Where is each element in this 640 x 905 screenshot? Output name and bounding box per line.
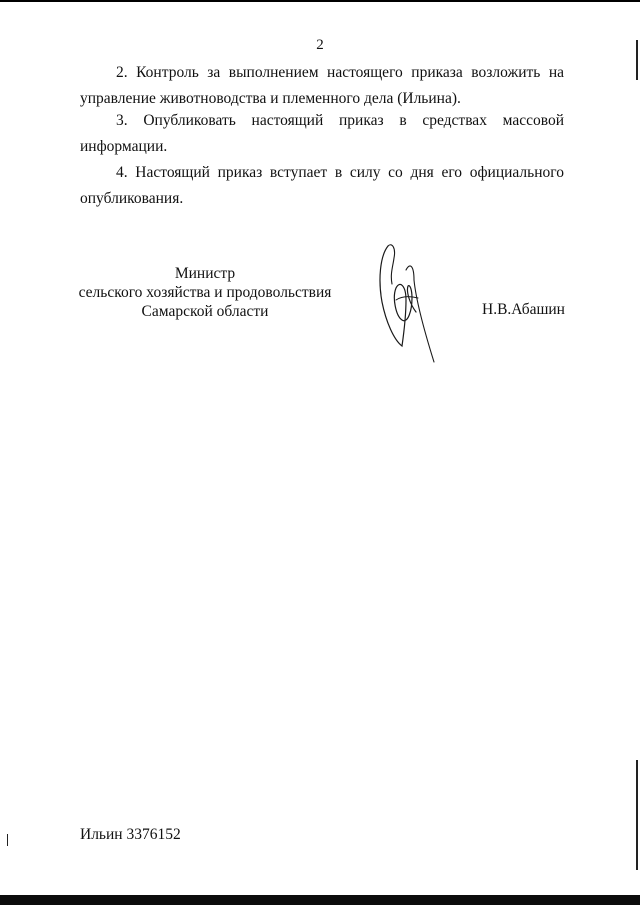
footer-executor: Ильин 3376152 [80,826,181,843]
handwritten-signature [366,240,446,365]
signatory-title-block [70,264,340,321]
paragraph-item-3: 3. Опубликовать настоящий приказ в средствах массовой информации. [80,112,564,155]
page-number: 2 [316,37,324,53]
paragraph-item-4: 4. Настоящий приказ вступает в силу со дня его официального опубликования. [80,164,564,207]
scan-bottom-border [0,895,640,905]
signatory-position: Министр [174,265,236,282]
scan-top-border [0,0,640,2]
signatory-region: Самарской области [141,303,269,320]
scan-edge-mark-bottom-right [636,760,638,870]
signatory-name: Н.В.Абашин [482,301,565,318]
scan-edge-mark-left [7,834,8,846]
paragraph-item-2: 2. Контроль за выполнением настоящего приказа возложить на управление животноводства и племенного дела (Ильина). [80,64,564,107]
signatory-ministry: сельского хозяйства и продовольствия [78,284,332,301]
